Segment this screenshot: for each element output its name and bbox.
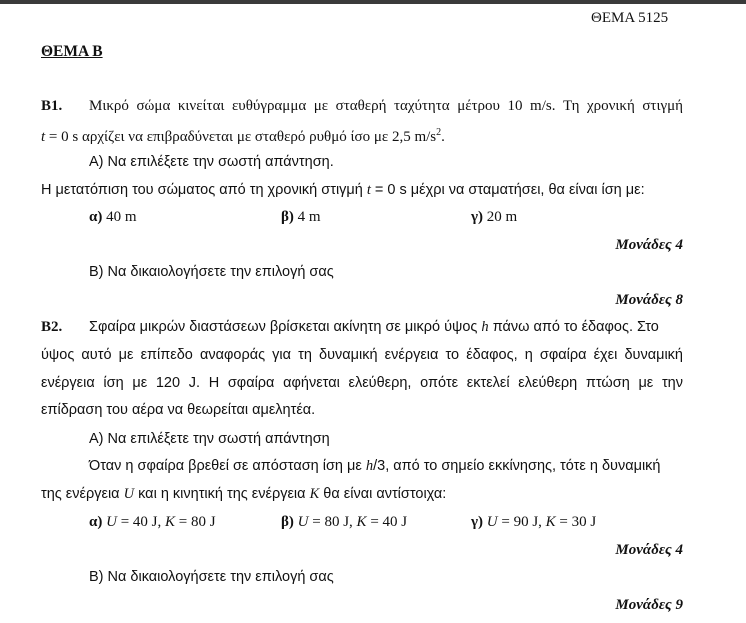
b2-q2-pre: της ενέργεια	[41, 486, 124, 502]
b2-q1-post: /3, από το σημείο εκκίνησης, τότε η δυναμική	[373, 458, 661, 474]
b1-marks-b: Μονάδες 8	[615, 292, 683, 308]
option-text: 40 m	[102, 209, 137, 225]
option-label: β)	[281, 514, 294, 530]
option-label: γ)	[471, 209, 484, 225]
b2-marks-b: Μονάδες 9	[615, 597, 683, 613]
option-label: β)	[281, 209, 294, 225]
var-U: U	[123, 486, 135, 502]
b2-option-b	[281, 513, 407, 531]
section-title: ΘΕΜΑ Β	[41, 43, 103, 60]
b2-question-line1	[89, 457, 660, 475]
option-label: α)	[89, 209, 103, 225]
b1-question-post: = 0 s μέχρι να σταματήσει, θα είναι ίση με:	[370, 182, 645, 198]
b1-line2-end: .	[441, 129, 445, 145]
var-h: h	[365, 458, 374, 474]
b2-part-a: Α) Να επιλέξετε την σωστή απάντηση	[89, 431, 330, 447]
var-U: U	[486, 514, 498, 530]
var-t: t	[366, 182, 371, 198]
var-K: K	[309, 486, 320, 502]
b2-question-line2	[41, 485, 446, 503]
option-text: = 40 J	[366, 514, 408, 530]
b1-part-a: Α) Να επιλέξετε την σωστή απάντηση.	[89, 154, 334, 170]
b1-part-b: Β) Να δικαιολογήσετε την επιλογή σας	[89, 264, 334, 280]
var-U: U	[106, 514, 117, 530]
b2-line3: ενέργεια ίση με 120 J. Η σφαίρα αφήνεται ελεύθερη, οπότε εκτελεί ελεύθερη πτώση με την	[41, 375, 683, 391]
b2-line1-post: πάνω από το έδαφος. Στο	[488, 319, 659, 335]
option-text: = 40 J,	[116, 514, 166, 530]
b1-line2	[41, 124, 445, 146]
b2-option-c	[471, 513, 596, 531]
var-U: U	[297, 514, 309, 530]
b1-marks-a: Μονάδες 4	[615, 237, 683, 253]
var-K: K	[165, 514, 176, 530]
b2-line1-pre: Σφαίρα μικρών διαστάσεων βρίσκεται ακίνητη σε μικρό ύψος	[89, 319, 482, 335]
b2-q2-post: θα είναι αντίστοιχα:	[319, 486, 447, 502]
option-label: α)	[89, 514, 103, 530]
b1-question-pre: Η μετατόπιση του σώματος από τη χρονική στιγμή	[41, 182, 367, 198]
b1-line2-text: = 0 s αρχίζει να επιβραδύνεται με σταθερό ρυθμό ίσο με 2,5 m/s	[45, 129, 437, 145]
b2-q2-mid: και η κινητική της ενέργεια	[134, 486, 310, 502]
exam-code: ΘΕΜΑ 5125	[591, 10, 669, 26]
option-text: = 30 J	[555, 514, 597, 530]
b1-option-c	[471, 208, 517, 226]
option-text: = 90 J,	[497, 514, 546, 530]
b1-question	[41, 181, 645, 199]
b1-option-a	[89, 208, 137, 226]
exponent: 2	[436, 127, 442, 138]
var-h: h	[481, 319, 489, 335]
top-border	[0, 0, 746, 4]
var-t: t	[41, 129, 46, 145]
question-number-b1: Β1.	[41, 98, 63, 114]
b1-line1: Μικρό σώμα κινείται ευθύγραμμα με σταθερή ταχύτητα μέτρου 10 m/s. Τη χρονική στιγμή	[89, 98, 683, 114]
option-text: 4 m	[293, 209, 321, 225]
b2-q1-pre: Όταν η σφαίρα βρεθεί σε απόσταση ίση με	[89, 458, 366, 474]
question-number-b2: Β2.	[41, 319, 63, 335]
b2-part-b: Β) Να δικαιολογήσετε την επιλογή σας	[89, 569, 334, 585]
b2-line4: επίδραση του αέρα να θεωρείται αμελητέα.	[41, 402, 316, 418]
option-label: γ)	[471, 514, 484, 530]
b2-line1	[89, 318, 659, 336]
b2-line2: ύψος αυτό με επίπεδο αναφοράς για τη δυναμική ενέργεια το έδαφος, η σφαίρα έχει δυναμική	[41, 347, 683, 363]
option-text: = 80 J	[175, 514, 216, 530]
option-text: 20 m	[483, 209, 518, 225]
option-text: = 80 J,	[308, 514, 357, 530]
b2-option-a	[89, 513, 216, 531]
var-K: K	[545, 514, 556, 530]
var-K: K	[356, 514, 367, 530]
b2-marks-a: Μονάδες 4	[615, 542, 683, 558]
b1-option-b	[281, 208, 321, 226]
